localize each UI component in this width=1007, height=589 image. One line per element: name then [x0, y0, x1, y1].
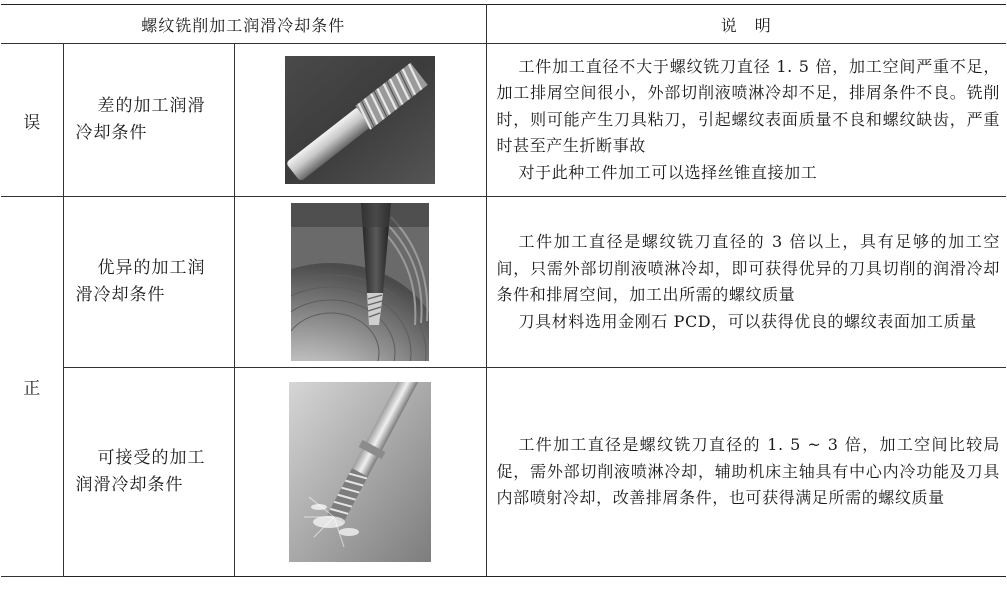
explanation-cell: [486, 368, 1006, 577]
image-cell: [234, 44, 486, 197]
category-correct: 正: [1, 197, 63, 577]
explanation-paragraph: 工件加工直径是螺纹铣刀直径的 3 倍以上，具有足够的加工空间，只需外部切削液喷淋冷却，即可获得优异的刀具切削的润滑冷却条件和排屑空间，加工出所需的螺纹质量: [496, 232, 1000, 304]
thread-mill-cutter-photo: [285, 56, 435, 184]
cooling-conditions-table: [1, 4, 1006, 577]
table-row: [1, 197, 1006, 368]
header-condition: 螺纹铣削加工润滑冷却条件: [1, 5, 486, 44]
image-cell: [234, 368, 486, 577]
explanation-paragraph: 刀具材料选用金刚石 PCD，可以获得优良的螺纹表面加工质量: [518, 311, 977, 331]
thread-mill-internal-coolant-photo: [289, 382, 431, 562]
condition-cell: [63, 44, 234, 197]
explanation-paragraph: 工件加工直径是螺纹铣刀直径的 1. 5 ~ 3 倍，加工空间比较局促，需外部切削液喷淋冷却，辅助机床主轴具有中心内冷功能及刀具内部喷射冷却，改善排屑条件，也可获得满足所需的螺纹质量: [496, 435, 1000, 508]
table-row: [1, 44, 1006, 197]
condition-line: 滑冷却条件: [75, 285, 166, 305]
thread-milling-large-bore-photo: [291, 203, 429, 361]
explanation-paragraph: 工件加工直径不大于螺纹铣刀直径 1. 5 倍，加工空间严重不足，加工排屑空间很小，外部切削液喷淋冷却不足，排屑条件不良。铣削时，则可能产生刀具粘刀，引起螺纹表面质量不良和螺纹缺齿，严重时甚至产生折断事故: [496, 56, 1000, 156]
condition-line: 差的加工润滑: [97, 96, 206, 116]
condition-line: 可接受的加工: [97, 448, 206, 468]
header-explanation: 说 明: [486, 5, 1006, 44]
image-cell: [234, 197, 486, 368]
table-row: [1, 368, 1006, 577]
explanation-paragraph: 对于此种工件加工可以选择丝锥直接加工: [518, 162, 818, 182]
condition-line: 优异的加工润: [97, 258, 206, 278]
condition-cell: [63, 197, 234, 368]
condition-line: 润滑冷却条件: [75, 475, 184, 495]
condition-cell: [63, 368, 234, 577]
explanation-cell: [486, 44, 1006, 197]
category-wrong: 误: [1, 44, 63, 197]
table-header-row: [1, 5, 1006, 44]
condition-line: 冷却条件: [75, 123, 148, 143]
explanation-cell: [486, 197, 1006, 368]
